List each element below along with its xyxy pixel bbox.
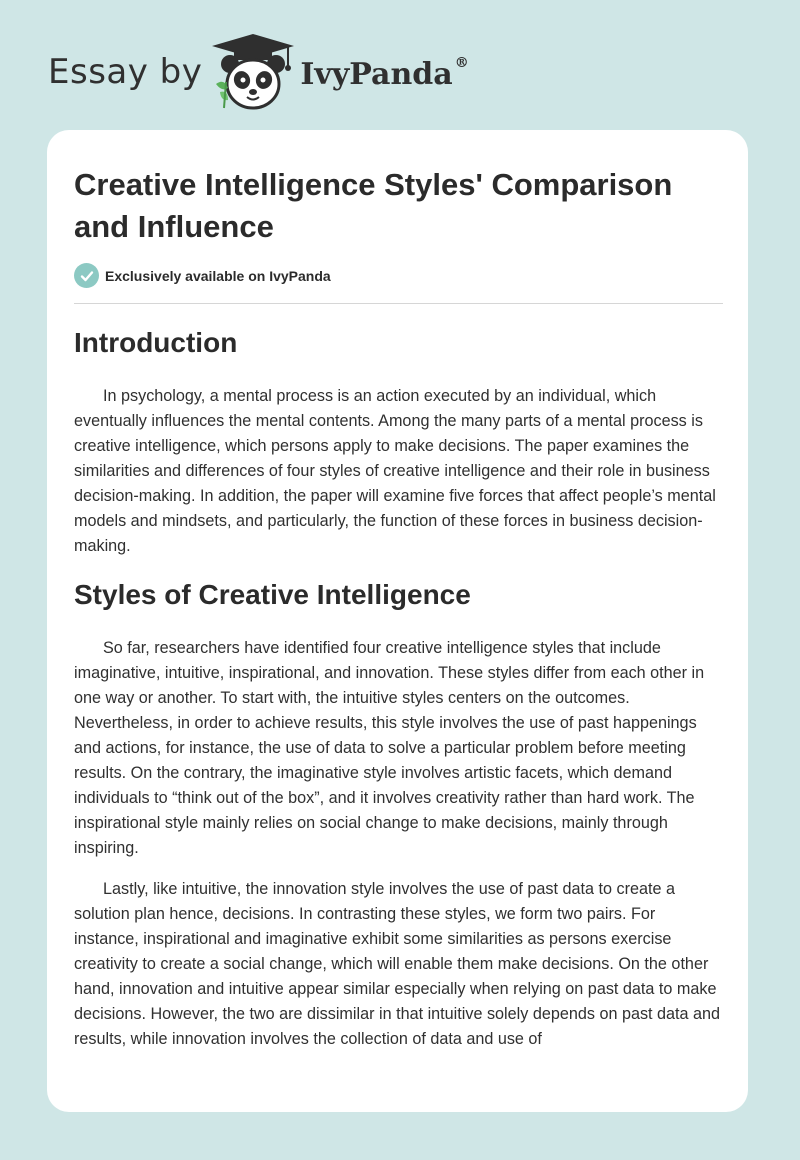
title-divider <box>74 303 723 304</box>
brand-name[interactable] <box>300 54 469 92</box>
registered-mark: ® <box>454 54 469 71</box>
panda-graduate-logo-icon[interactable] <box>210 32 296 112</box>
check-circle-icon <box>74 263 99 288</box>
exclusive-badge <box>74 263 331 288</box>
essay-by-label: Essay by <box>48 52 203 92</box>
paragraph-styles-1: So far, researchers have identified four creative intelligence styles that include imaginative, intuitive, inspirational, and innovation. These styles differ from each other in one way or another. To start with, the intuitive styles centers on the outcomes. Nevertheless, in order to achieve results, this style involves the use of past happenings and actions, for instance, the use of data to solve a particular problem before meeting results. On the contrary, the imaginative style involves artistic facets, which demand individuals to “think out of the box”, and it involves creativity rather than hard work. The inspirational style mainly relies on social change to make decisions, mainly through inspiring. <box>74 639 705 857</box>
section-heading-introduction: Introduction <box>74 327 238 358</box>
paragraph-styles-2: Lastly, like intuitive, the innovation style involves the use of past data to create a solution plan hence, decisions. In contrasting these styles, we form two pairs. For instance, inspirational and imaginative exhibit some similarities as persons exercise creativity to create a social change, which will enable them make decisions. On the other hand, innovation and intuitive appear similar especially when relying on past data to make decisions. However, the two are dissimilar in that intuitive solely depends on past data and results, while innovation involves the collection of data and use of <box>74 880 721 1048</box>
section-heading-styles: Styles of Creative Intelligence <box>74 579 471 610</box>
site-header <box>48 32 469 112</box>
article-card <box>47 130 748 1112</box>
brand-text: IvyPanda <box>300 56 453 92</box>
article-title: Creative Intelligence Styles' Comparison and Influence <box>74 167 673 244</box>
paragraph-introduction: In psychology, a mental process is an action executed by an individual, which eventually influences the mental contents. Among the many parts of a mental process is creative intelligence, which persons apply to make decisions. The paper examines the similarities and differences of four styles of creative intelligence and their role in business decision-making. In addition, the paper will examine five forces that affect people’s mental models and mindsets, and particularly, the function of these forces in business decision-making. <box>74 387 716 555</box>
badge-label: Exclusively available on IvyPanda <box>105 267 331 284</box>
